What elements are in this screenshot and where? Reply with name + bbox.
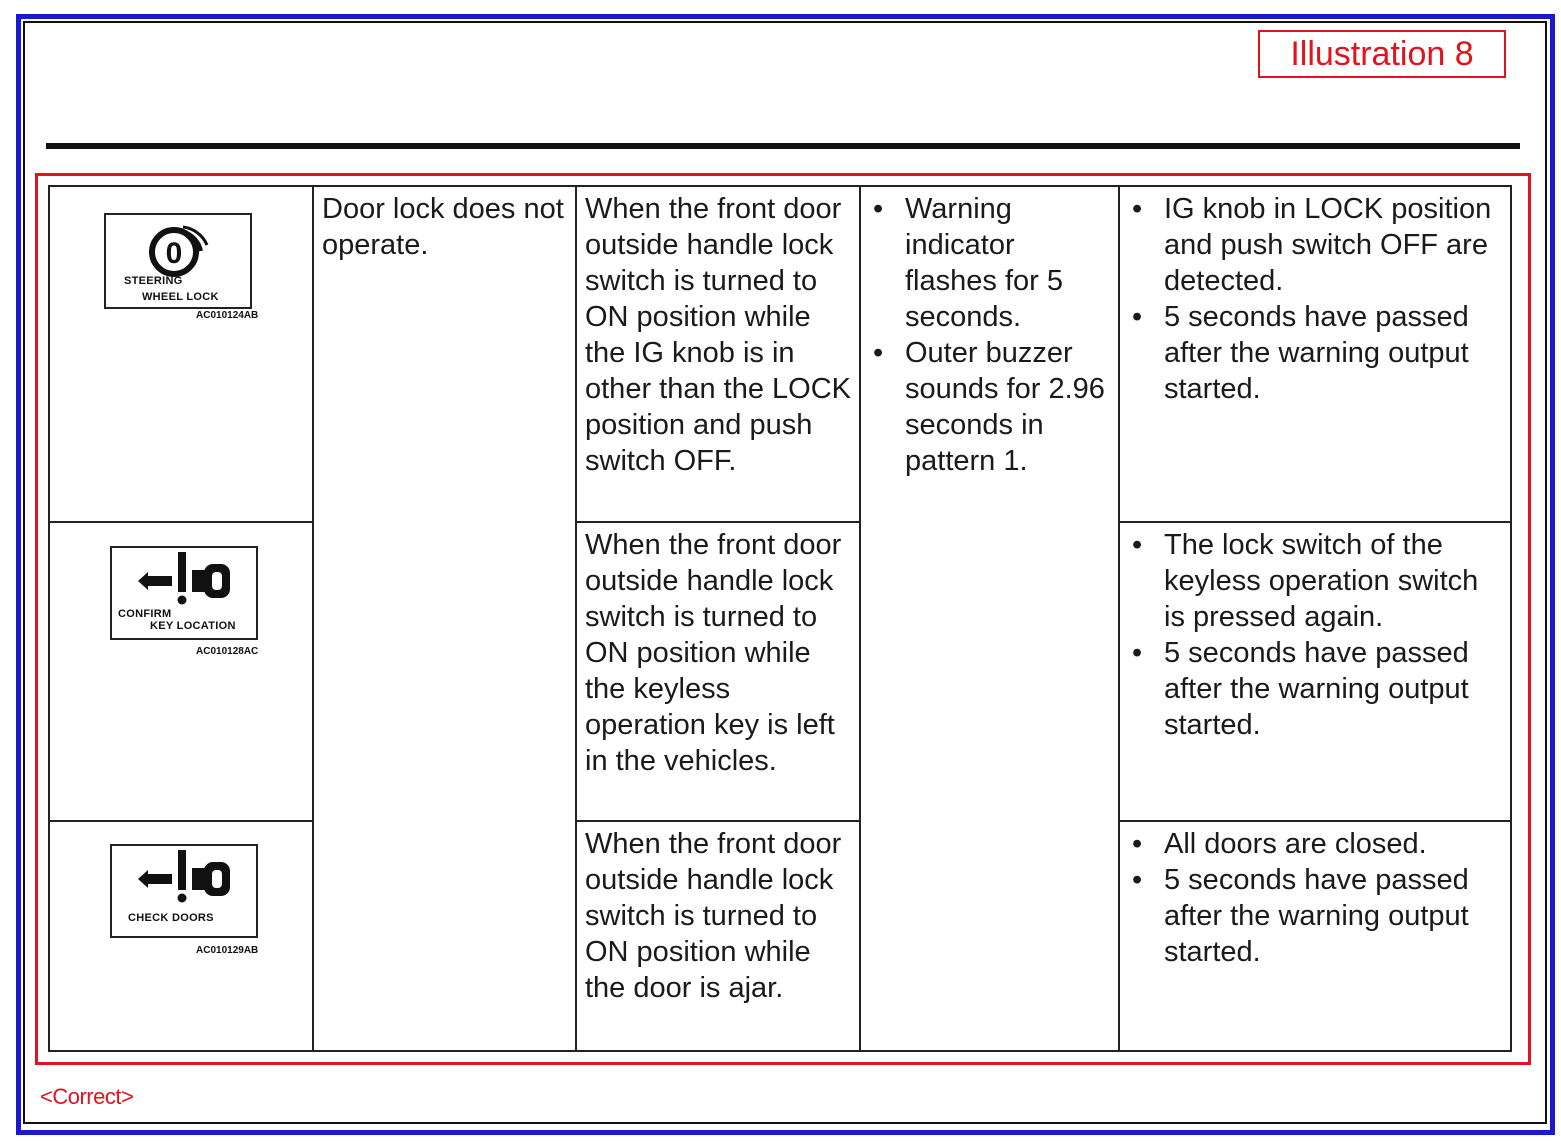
icon-cell xyxy=(49,522,313,821)
cancel-condition-list xyxy=(1128,826,1502,970)
cancel-condition-cell xyxy=(1119,186,1511,522)
steering-wheel-lock-icon xyxy=(143,221,213,279)
confirm-key-location-icon xyxy=(138,550,234,608)
list-item: • 5 seconds have passed after the warning output started. xyxy=(1164,635,1502,743)
table-row xyxy=(49,821,1511,1051)
list-item: • Warning indicator flashes for 5 seconds. xyxy=(905,191,1110,335)
symptom-cell xyxy=(313,186,576,1051)
confirm-key-location-badge xyxy=(110,546,258,640)
condition-text: When the front door outside handle lock switch is turned to ON position while the door is ajar. xyxy=(585,828,842,1004)
list-item: • IG knob in LOCK position and push switch OFF are detected. xyxy=(1164,191,1502,299)
list-item: • The lock switch of the keyless operation switch is pressed again. xyxy=(1164,527,1502,635)
symptom-text: Door lock does not operate. xyxy=(322,193,564,261)
warning-output-cell xyxy=(860,186,1119,1051)
icon-cell xyxy=(49,186,313,522)
correct-note: <Correct> xyxy=(40,1084,134,1109)
badge-label-line1: CHECK DOORS xyxy=(128,912,214,924)
badge-label-line2: KEY LOCATION xyxy=(150,620,236,632)
condition-cell xyxy=(576,522,860,821)
warning-output-list xyxy=(869,191,1110,479)
list-item: • 5 seconds have passed after the warning output started. xyxy=(1164,299,1502,407)
badge-label-line1: STEERING xyxy=(124,275,183,287)
check-doors-badge xyxy=(110,844,258,938)
steering-wheel-lock-badge xyxy=(104,213,252,309)
header-rule xyxy=(46,143,1520,149)
condition-cell xyxy=(576,821,860,1051)
cancel-condition-cell xyxy=(1119,821,1511,1051)
condition-text: When the front door outside handle lock switch is turned to ON position while the IG knob is in other than the LOCK position and push switch OFF. xyxy=(585,193,851,477)
table-row xyxy=(49,186,1511,522)
cancel-condition-list xyxy=(1128,527,1502,743)
svg-text:0: 0 xyxy=(165,237,183,270)
part-code: AC010129AB xyxy=(196,945,259,956)
part-code: AC010124AB xyxy=(196,310,259,321)
list-item: • All doors are closed. xyxy=(1164,826,1502,862)
condition-cell xyxy=(576,186,860,522)
check-doors-icon xyxy=(138,848,234,906)
badge-label-line1: CONFIRM xyxy=(118,608,172,620)
table-row xyxy=(49,522,1511,821)
cancel-condition-cell xyxy=(1119,522,1511,821)
list-item: • 5 seconds have passed after the warning output started. xyxy=(1164,862,1502,970)
part-code: AC010128AC xyxy=(196,646,259,657)
badge-label-line2: WHEEL LOCK xyxy=(142,291,219,303)
illustration-label: Illustration 8 xyxy=(1258,30,1506,78)
warning-spec-table xyxy=(48,185,1512,1052)
icon-cell xyxy=(49,821,313,1051)
cancel-condition-list xyxy=(1128,191,1502,407)
list-item: • Outer buzzer sounds for 2.96 seconds in pattern 1. xyxy=(905,335,1110,479)
condition-text: When the front door outside handle lock switch is turned to ON position while the keyless operation key is left in the vehicles. xyxy=(585,529,842,777)
